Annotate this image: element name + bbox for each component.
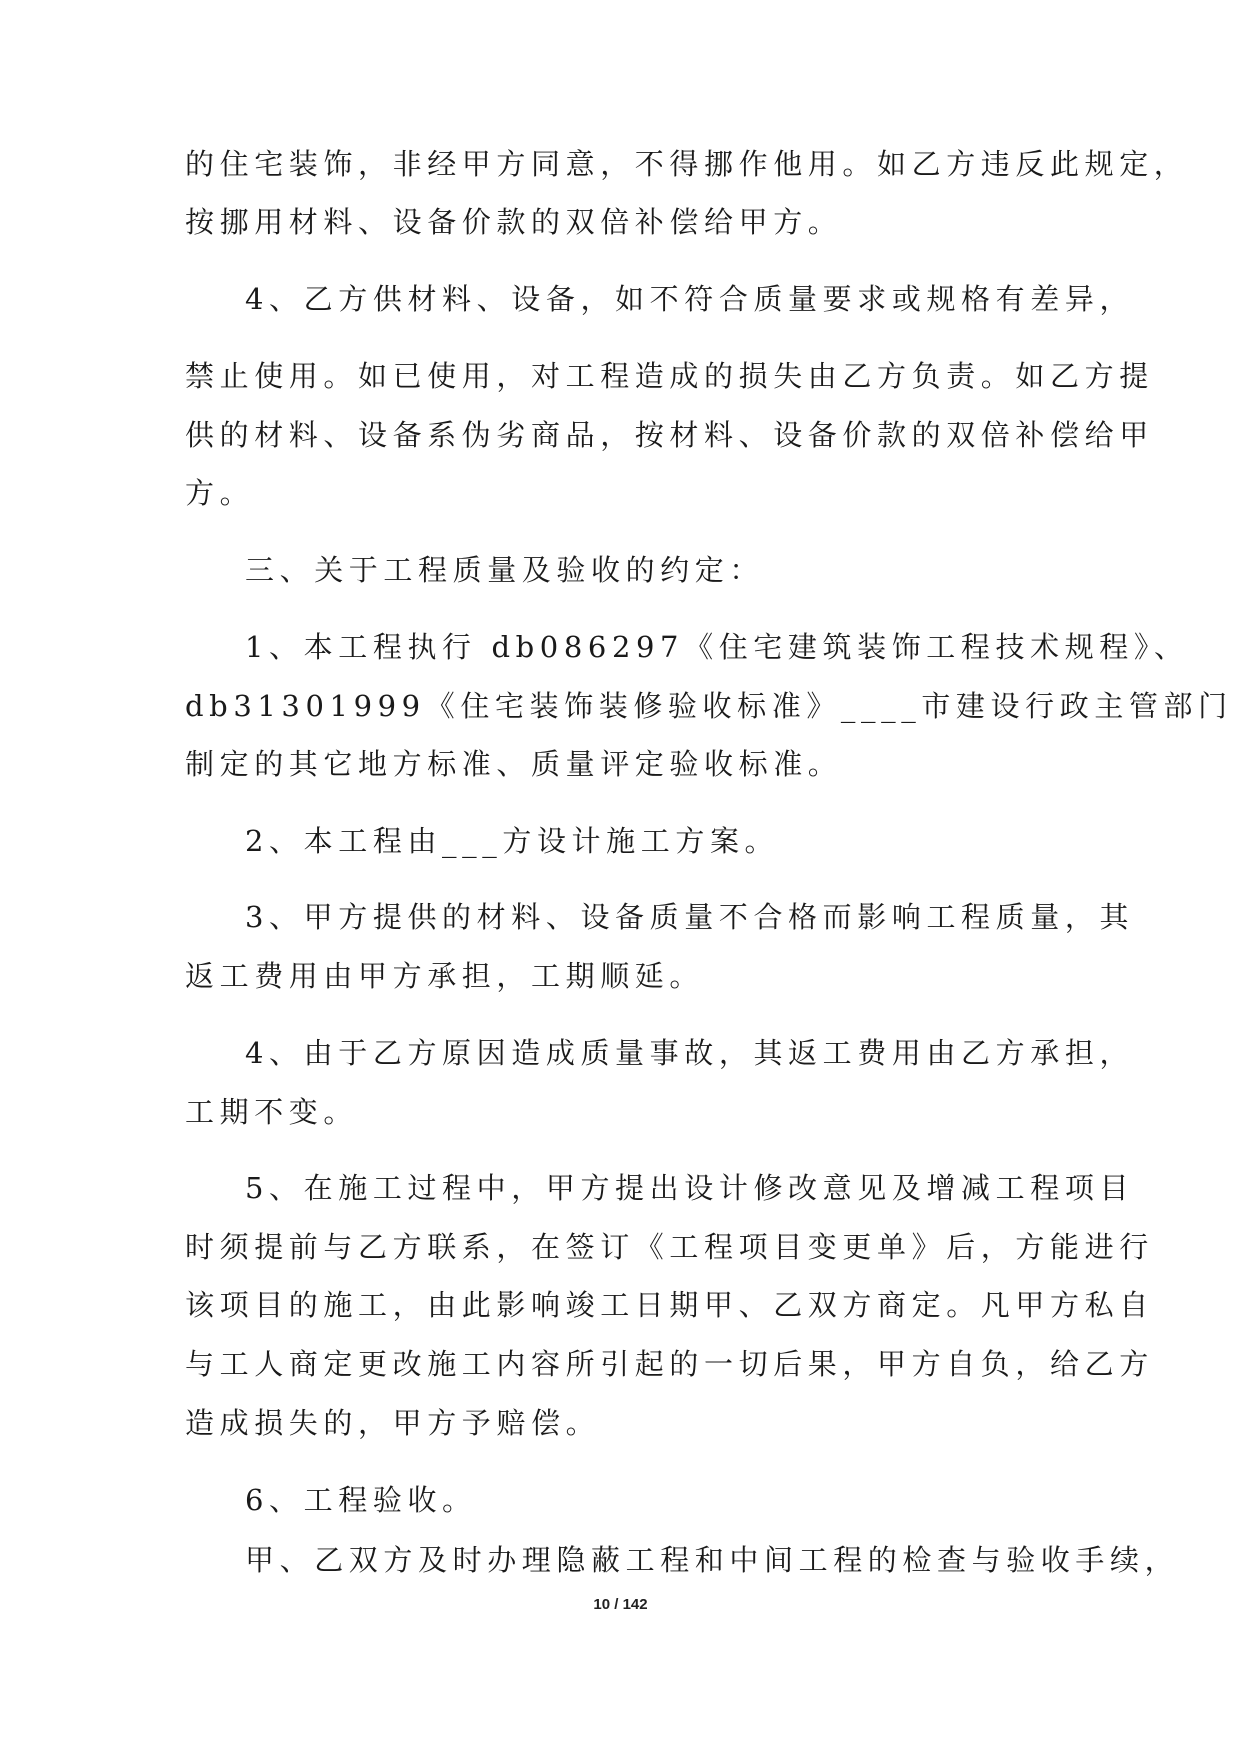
text-line: 时须提前与乙方联系，在签订《工程项目变更单》后，方能进行: [185, 1230, 1154, 1264]
text-line: 与工人商定更改施工内容所引起的一切后果，甲方自负，给乙方: [185, 1347, 1154, 1381]
text-line: 4、乙方供材料、设备，如不符合质量要求或规格有差异，: [245, 282, 1135, 316]
text-line: 该项目的施工，由此影响竣工日期甲、乙双方商定。凡甲方私自: [185, 1288, 1154, 1322]
text-line: 6、工程验收。: [245, 1483, 477, 1517]
text-line: 1、本工程执行 db086297《住宅建筑装饰工程技术规程》、: [245, 630, 1189, 664]
text-line: 5、在施工过程中，甲方提出设计修改意见及增减工程项目: [245, 1171, 1135, 1205]
text-line: 按挪用材料、设备价款的双倍补偿给甲方。: [185, 205, 843, 239]
text-line: 返工费用由甲方承担，工期顺延。: [185, 959, 705, 993]
text-line: 供的材料、设备系伪劣商品，按材料、设备价款的双倍补偿给甲: [185, 418, 1154, 452]
text-line: 禁止使用。如已使用，对工程造成的损失由乙方负责。如乙方提: [185, 359, 1154, 393]
text-line: 制定的其它地方标准、质量评定验收标准。: [185, 747, 843, 781]
text-line: 3、甲方提供的材料、设备质量不合格而影响工程质量，其: [245, 900, 1135, 934]
text-line: 三、关于工程质量及验收的约定：: [245, 553, 765, 587]
text-line: 4、由于乙方原因造成质量事故，其返工费用由乙方承担，: [245, 1036, 1135, 1070]
text-line: 造成损失的，甲方予赔偿。: [185, 1406, 601, 1440]
text-line: db31301999《住宅装饰装修验收标准》____市建设行政主管部门: [185, 689, 1233, 723]
text-line: 2、本工程由___方设计施工方案。: [245, 824, 780, 858]
text-line: 的住宅装饰，非经甲方同意，不得挪作他用。如乙方违反此规定，: [185, 147, 1189, 181]
text-line: 甲、乙双方及时办理隐蔽工程和中间工程的检查与验收手续，: [245, 1543, 1180, 1577]
page-number: 10 / 142: [593, 1596, 648, 1613]
text-line: 方。: [185, 476, 255, 510]
text-line: 工期不变。: [185, 1095, 359, 1129]
